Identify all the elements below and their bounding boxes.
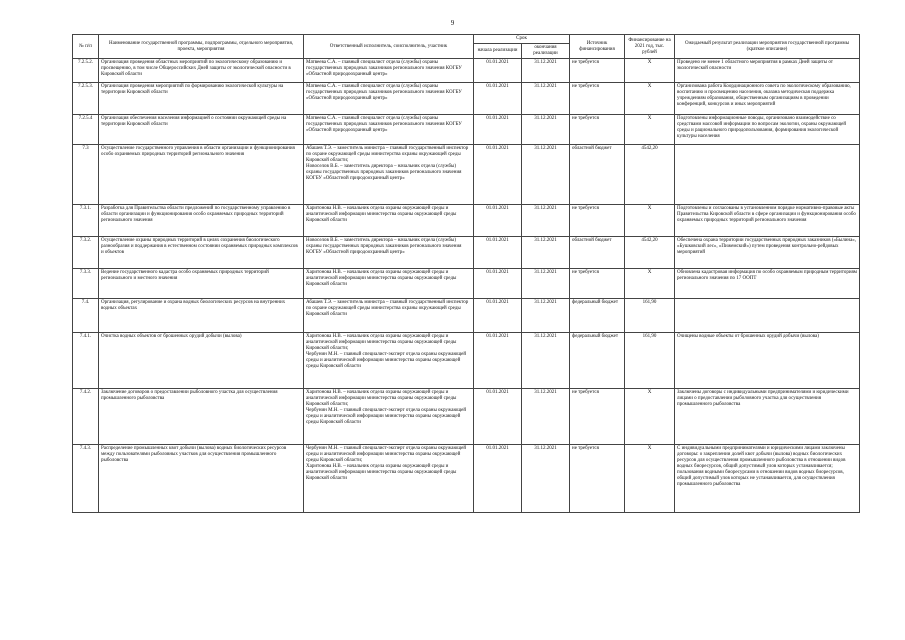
row-start-date: 01.01.2021 [474, 445, 522, 513]
header-executor: Ответственный исполнитель, соисполнитель, участник [304, 35, 474, 59]
row-executor [304, 145, 474, 205]
table-row [73, 389, 860, 445]
row-number: 7.2.5.4 [73, 115, 99, 145]
executor-entry: Харитонова Н.В. – начальник отдела охраны окружающей среды и аналитической информации министерства охраны окружающей среды Кировской области; [306, 390, 457, 407]
row-number: 7.4.2. [73, 389, 99, 445]
row-expected-result: Обновлена кадастровая информация по особо охраняемым природным территориям регионального значения по 17 ООПТ [675, 269, 860, 299]
executor-entry: Новоселов В.Б. – заместитель директора – начальник отдела (службы) охраны государственных природных заказников регионального значения КОГБУ «Областной природоохранный центр» [306, 164, 462, 181]
row-start-date: 01.01.2021 [474, 59, 522, 83]
header-end: окончания реализации [522, 44, 570, 59]
row-end-date: 31.12.2021 [522, 145, 570, 205]
header-result: Ожидаемый результат реализации мероприятия государственной программы (краткое описание) [675, 35, 860, 59]
executor-entry: Новоселов В.Б. – заместитель директора – начальник отдела (службы) охраны государственных природных заказников регионального значения КОГБУ «Областной природоохранный центр» [306, 238, 462, 255]
row-funding-source: федеральный бюджет [570, 333, 625, 389]
row-number: 7.3.2. [73, 237, 99, 269]
executor-entry: Харитонова Н.В. – начальник отдела охраны окружающей среды и аналитической информации министерства охраны окружающей среды Кировской области [306, 270, 457, 287]
table-body [73, 59, 860, 513]
row-funding-source: федеральный бюджет [570, 299, 625, 333]
table-row [73, 299, 860, 333]
header-term: Срок [474, 35, 570, 44]
header-name: Наименование государственной программы, подпрограммы, отдельного мероприятия, проекта, мероприятия [99, 35, 304, 59]
row-executor [304, 333, 474, 389]
row-expected-result: Заключены договоры с индивидуальными предпринимателями и юридическими лицами о предоставлении рыболовного участка для осуществления промышленного рыболовства [675, 389, 860, 445]
row-number: 7.4. [73, 299, 99, 333]
row-end-date: 31.12.2021 [522, 83, 570, 115]
row-start-date: 01.01.2021 [474, 333, 522, 389]
row-activity-name: Распределение промышленных квот добычи (вылова) водных биологических ресурсов между пользователями рыболовных участков для осуществления промышленного рыболовства [99, 445, 304, 513]
table-row [73, 445, 860, 513]
row-activity-name: Организация проведения областных мероприятий по экологическому образованию и просвещению, в том числе Общероссийских Дней защиты от экологической опасности в Кировской области [99, 59, 304, 83]
executor-entry: Харитонова Н.В. – начальник отдела охраны окружающей среды и аналитической информации министерства охраны окружающей среды Кировской области [306, 464, 457, 481]
row-funding-source: областной бюджет [570, 145, 625, 205]
row-end-date: 31.12.2021 [522, 59, 570, 83]
row-activity-name: Ведение государственного кадастра особо охраняемых природных территорий регионального и местного значения [99, 269, 304, 299]
row-funding-source: областной бюджет [570, 237, 625, 269]
executor-entry: Чербунин М.Н. – главный специалист-эксперт отдела охраны окружающей среды и аналитической информации министерства охраны окружающей среды Кировской области [306, 352, 467, 369]
row-activity-name: Организация проведения мероприятий по формированию экологической культуры на территории Кировской области [99, 83, 304, 115]
table-row [73, 83, 860, 115]
row-executor [304, 237, 474, 269]
row-executor [304, 269, 474, 299]
row-number: 7.2.5.2. [73, 59, 99, 83]
table-row [73, 145, 860, 205]
row-funding-amount: Х [625, 445, 675, 513]
row-expected-result: Обеспечена охрана территории государственных природных заказников («Былина», «Бушковский лес», «Пижемский») путем проведения контрольно-рейдовых мероприятий [675, 237, 860, 269]
row-start-date: 01.01.2021 [474, 83, 522, 115]
row-executor [304, 205, 474, 237]
row-end-date: 31.12.2021 [522, 299, 570, 333]
row-start-date: 01.01.2021 [474, 237, 522, 269]
row-expected-result: С индивидуальными предпринимателями и юридическими лицами заключены договоры: о закреплении долей квот добычи (вылова) водных биологических ресурсов для осуществления промышленного рыболовства в отношении видов водных биоресурсов, общий допустимый улов которых устанавливается; пользования водными биоресурсами в отношении видов водных биоресурсов, общий допустимый улов которых не устанавливается, для осуществления промышленного рыболовства [675, 445, 860, 513]
executor-entry: Матвеева С.А. – главный специалист отдела (службы) охраны государственных природных заказников регионального значения КОГБУ «Областной природоохранный центр» [306, 60, 462, 77]
row-number: 7.4.3. [73, 445, 99, 513]
row-end-date: 31.12.2021 [522, 115, 570, 145]
row-start-date: 01.01.2021 [474, 205, 522, 237]
row-start-date: 01.01.2021 [474, 145, 522, 205]
executor-entry: Абашев Т.Э. – заместитель министра – главный государственный инспектор по охране окружающей среды министерства охраны окружающей среды Кировской области; [306, 146, 469, 163]
row-funding-source: не требуется [570, 83, 625, 115]
executor-entry: Харитонова Н.В. – начальник отдела охраны окружающей среды и аналитической информации министерства охраны окружающей среды Кировской области [306, 206, 457, 223]
row-expected-result [675, 299, 860, 333]
row-activity-name: Организация, регулирование и охрана водных биологических ресурсов на внутренних водных объектах [99, 299, 304, 333]
row-expected-result: Проведено не менее 1 областного мероприятия в рамках Дней защиты от экологической опасности [675, 59, 860, 83]
header-source: Источник финансирования [570, 35, 625, 59]
table-row [73, 205, 860, 237]
row-funding-source: не требуется [570, 115, 625, 145]
row-funding-amount: Х [625, 205, 675, 237]
table-row [73, 115, 860, 145]
executor-entry: Матвеева С.А. – главный специалист отдела (службы) охраны государственных природных заказников регионального значения КОГБУ «Областной природоохранный центр» [306, 84, 462, 101]
executor-entry: Чербунин М.Н. – главный специалист-эксперт отдела охраны окружающей среды и аналитической информации министерства охраны окружающей среды Кировской области [306, 408, 467, 425]
row-start-date: 01.01.2021 [474, 389, 522, 445]
row-funding-source: не требуется [570, 205, 625, 237]
row-funding-source: не требуется [570, 269, 625, 299]
row-funding-amount: Х [625, 269, 675, 299]
table-row [73, 59, 860, 83]
row-number: 7.2.5.3. [73, 83, 99, 115]
row-expected-result: Организована работа Координационного совета по экологическому образованию, воспитанию и просвещению населения, оказана методическая поддержка учреждениям образования, общественным организациям в проведении конференций, конкурсов и иных мероприятий [675, 83, 860, 115]
row-number: 7.3.3. [73, 269, 99, 299]
row-funding-amount: 161,90 [625, 333, 675, 389]
row-activity-name: Осуществление охраны природных территорий в целях сохранения биологического разнообразия и поддержания в естественном состоянии охраняемых природных комплексов и объектов [99, 237, 304, 269]
table-row [73, 237, 860, 269]
table-row [73, 269, 860, 299]
row-funding-amount: Х [625, 59, 675, 83]
executor-entry: Харитонова Н.В. – начальник отдела охраны окружающей среды и аналитической информации министерства охраны окружающей среды Кировской области; [306, 334, 457, 351]
row-funding-amount: Х [625, 115, 675, 145]
row-executor [304, 83, 474, 115]
row-activity-name: Осуществление государственного управления в области организации и функционирования особо охраняемых природных территорий регионального значения [99, 145, 304, 205]
row-end-date: 31.12.2021 [522, 269, 570, 299]
row-activity-name: Заключение договоров о предоставлении рыболовного участка для осуществления промышленного рыболовства [99, 389, 304, 445]
row-funding-source: не требуется [570, 59, 625, 83]
row-expected-result: Подготовлены и согласованы в установленном порядке нормативно-правовые акты Правительства Кировской области в сфере организации и функционирования особо охраняемых природных территорий регионального значения [675, 205, 860, 237]
row-expected-result: Очищены водные объекты от брошенных орудий добычи (вылова) [675, 333, 860, 389]
table-header [73, 35, 860, 59]
row-expected-result [675, 145, 860, 205]
row-executor [304, 59, 474, 83]
row-funding-amount: Х [625, 389, 675, 445]
row-funding-source: не требуется [570, 445, 625, 513]
header-num: № п/п [73, 35, 99, 59]
row-funding-amount: Х [625, 83, 675, 115]
row-number: 7.3 [73, 145, 99, 205]
row-executor [304, 299, 474, 333]
row-activity-name: Очистка водных объектов от брошенных орудий добычи (вылова) [99, 333, 304, 389]
table-row [73, 333, 860, 389]
header-start: начала реализации [474, 44, 522, 59]
row-end-date: 31.12.2021 [522, 205, 570, 237]
row-executor [304, 389, 474, 445]
page-number: 9 [450, 19, 455, 27]
header-funding: Финансирование на 2021 год, тыс. рублей [625, 35, 675, 59]
row-funding-amount: 4542,20 [625, 145, 675, 205]
row-end-date: 31.12.2021 [522, 333, 570, 389]
row-expected-result: Подготовлены информационные поводы, организовано взаимодействие со средствами массовой информации по вопросам экологии, охраны окружающей среды и рационального природопользования, формирования экологической культуры населения [675, 115, 860, 145]
row-activity-name: Разработка для Правительства области предложений по государственному управлению в области организации и функционирования особо охраняемых природных территорий регионального значения [99, 205, 304, 237]
row-number: 7.3.1. [73, 205, 99, 237]
row-number: 7.4.1. [73, 333, 99, 389]
row-executor [304, 445, 474, 513]
row-end-date: 31.12.2021 [522, 389, 570, 445]
row-start-date: 01.01.2021 [474, 115, 522, 145]
row-end-date: 31.12.2021 [522, 445, 570, 513]
row-executor [304, 115, 474, 145]
row-funding-amount: 161,90 [625, 299, 675, 333]
row-activity-name: Организация обеспечения населения информацией о состоянии окружающей среды на территории Кировской области [99, 115, 304, 145]
executor-entry: Абашев Т.Э. – заместитель министра – главный государственный инспектор по охране окружающей среды министерства охраны окружающей среды Кировской области [306, 300, 469, 317]
executor-entry: Чербунин М.Н. – главный специалист-эксперт отдела охраны окружающей среды и аналитической информации министерства охраны окружающей среды Кировской области; [306, 446, 467, 463]
row-end-date: 31.12.2021 [522, 237, 570, 269]
row-funding-amount: 4542,20 [625, 237, 675, 269]
program-table [72, 34, 860, 513]
row-funding-source: не требуется [570, 389, 625, 445]
executor-entry: Матвеева С.А. – главный специалист отдела (службы) охраны государственных природных заказников регионального значения КОГБУ «Областной природоохранный центр» [306, 116, 462, 133]
row-start-date: 01.01.2021 [474, 269, 522, 299]
row-start-date: 01.01.2021 [474, 299, 522, 333]
